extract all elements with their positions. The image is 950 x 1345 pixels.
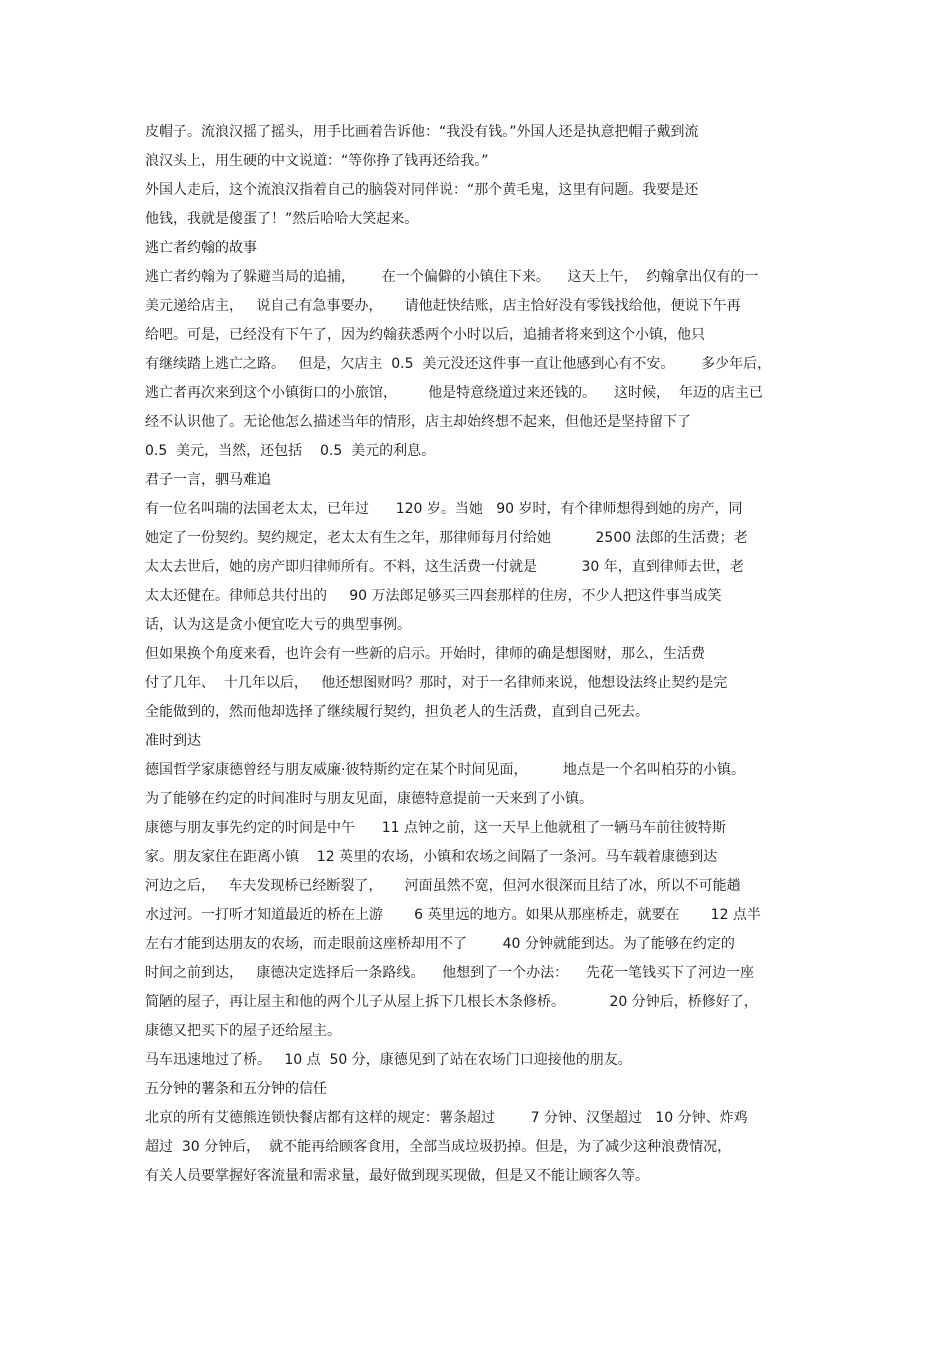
text-line: 为了能够在约定的时间准时与朋友见面，康德特意提前一天来到了小镇。: [145, 791, 593, 807]
text-line: 话，认为这是贪小便宜吃大亏的典型事例。: [145, 617, 411, 633]
text-line: 德国哲学家康德曾经与朋友威廉·彼特斯约定在某个时间见面， 地点是一个名叫柏芬的小镇。: [145, 762, 746, 778]
text-line: 有一位名叫瑞的法国老太太，已年过 120 岁。当她 90 岁时，有个律师想得到她的房产，同: [145, 501, 743, 517]
text-line: 浪汉头上，用生硬的中文说道：“等你挣了钱再还给我。”: [145, 153, 489, 169]
text-line: 但如果换个角度来看，也许会有一些新的启示。开始时，律师的确是想图财，那么，生活费: [145, 646, 705, 662]
section-title-promise: 君子一言，驷马难追: [145, 472, 271, 488]
text-line: 水过河。一打听才知道最近的桥在上游 6 英里远的地方。如果从那座桥走，就要在 12 点半: [145, 907, 761, 923]
text-line: 美元递给店主， 说自己有急事要办， 请他赶快结账，店主恰好没有零钱找给他，便说下午再: [145, 298, 741, 314]
text-line: 有关人员要掌握好客流量和需求量，最好做到现买现做，但是又不能让顾客久等。: [145, 1168, 649, 1184]
text-line: 简陋的屋子，再让屋主和他的两个儿子从屋上拆下几根长木条修桥。 20 分钟后，桥修好了，: [145, 994, 758, 1010]
text-line: 左右才能到达朋友的农场，而走眼前这座桥却用不了 40 分钟就能到达。为了能够在约定的: [145, 936, 735, 952]
text-line: 全能做到的，然而他却选择了继续履行契约，担负老人的生活费，直到自己死去。: [145, 704, 649, 720]
text-line: 家。朋友家住在距离小镇 12 英里的农场，小镇和农场之间隔了一条河。马车载着康德到达: [145, 849, 718, 865]
text-line: 超过 30 分钟后， 就不能再给顾客食用，全部当成垃圾扔掉。但是，为了减少这种浪费情况，: [145, 1139, 732, 1155]
section-title-fries: 五分钟的薯条和五分钟的信任: [145, 1081, 327, 1097]
text-line: 她定了一份契约。契约规定，老太太有生之年，那律师每月付给她 2500 法郎的生活费；老: [145, 530, 748, 546]
text-line: 时间之前到达， 康德决定选择后一条路线。 他想到了一个办法： 先花一笔钱买下了河边一座: [145, 965, 754, 981]
text-line: 外国人走后，这个流浪汉指着自己的脑袋对同伴说：“那个黄毛鬼，这里有问题。我要是还: [145, 182, 699, 198]
text-line: 给吧。可是，已经没有下午了，因为约翰获悉两个小时以后，追捕者将来到这个小镇，他只: [145, 327, 705, 343]
text-line: 康德与朋友事先约定的时间是中午 11 点钟之前，这一天早上他就租了一辆马车前往彼特斯: [145, 820, 726, 836]
text-line: 马车迅速地过了桥。 10 点 50 分，康德见到了站在农场门口迎接他的朋友。: [145, 1052, 632, 1068]
text-line: 北京的所有艾德熊连锁快餐店都有这样的规定：薯条超过 7 分钟、汉堡超过 10 分钟、炸鸡: [145, 1110, 748, 1126]
text-line: 太太去世后，她的房产即归律师所有。不料，这生活费一付就是 30 年，直到律师去世，老: [145, 559, 744, 575]
text-line: 太太还健在。律师总共付出的 90 万法郎足够买三四套那样的住房，不少人把这件事当成笑: [145, 588, 722, 604]
text-line: 0.5 美元，当然，还包括 0.5 美元的利息。: [145, 443, 436, 459]
section-title-john: 逃亡者约翰的故事: [145, 240, 257, 256]
text-line: 有继续踏上逃亡之路。 但是，欠店主 0.5 美元没还这件事一直让他感到心有不安。 多少年后，: [145, 356, 772, 372]
text-line: 康德又把买下的屋子还给屋主。: [145, 1023, 341, 1039]
text-line: 付了几年、 十几年以后， 他还想图财吗？那时，对于一名律师来说，他想设法终止契约是完: [145, 675, 728, 691]
text-line: 他钱，我就是傻蛋了！”然后哈哈大笑起来。: [145, 211, 419, 227]
text-line: 逃亡者再次来到这个小镇街口的小旅馆， 他是特意绕道过来还钱的。 这时候， 年迈的店主已: [145, 385, 763, 401]
text-line: 河边之后， 车夫发现桥已经断裂了， 河面虽然不宽，但河水很深而且结了冰，所以不可能趟: [145, 878, 741, 894]
text-line: 逃亡者约翰为了躲避当局的追捕， 在一个偏僻的小镇住下来。 这天上午， 约翰拿出仅有的一: [145, 269, 759, 285]
text-line: 皮帽子。流浪汉摇了摇头，用手比画着告诉他：“我没有钱。”外国人还是执意把帽子戴到流: [145, 124, 699, 140]
text-line: 经不认识他了。无论他怎么描述当年的情形，店主却始终想不起来，但他还是坚持留下了: [145, 414, 691, 430]
section-title-on-time: 准时到达: [145, 733, 201, 749]
